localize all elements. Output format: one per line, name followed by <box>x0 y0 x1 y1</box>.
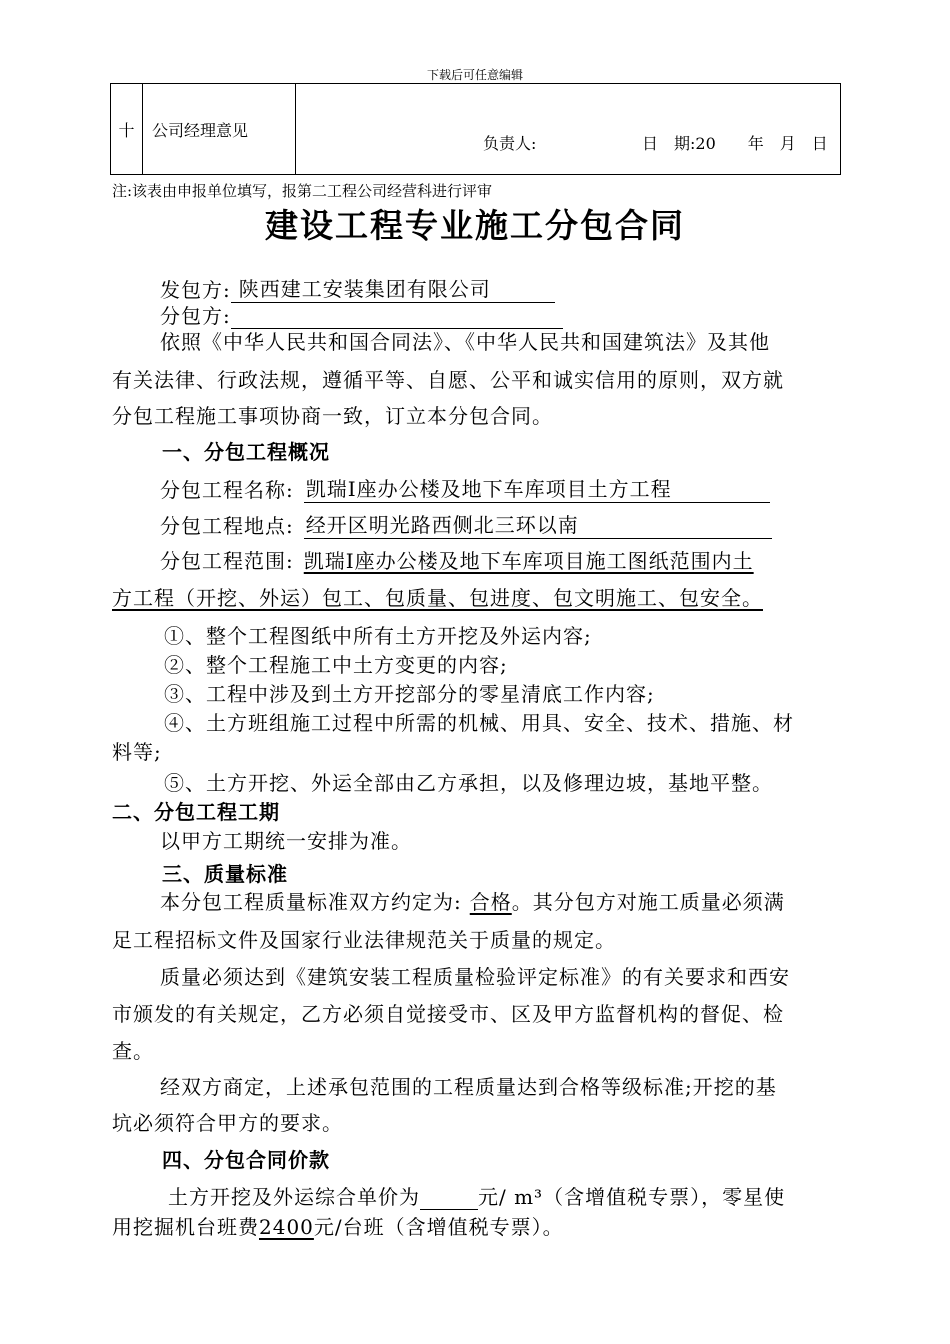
quality-p2-line-3: 查。 <box>112 1039 154 1063</box>
project-scope-label: 分包工程范围: <box>160 549 294 573</box>
scope-item-3: ③、工程中涉及到土方开挖部分的零星清底工作内容; <box>164 682 655 706</box>
section2-text: 以甲方工期统一安排为准。 <box>160 829 412 853</box>
contractor-value: 陕西建工安装集团有限公司 <box>238 277 491 301</box>
quality-line-1 <box>160 886 785 915</box>
project-location-label: 分包工程地点: <box>160 514 294 538</box>
price-text-d: 元/台班（含增值税专票）。 <box>313 1215 564 1239</box>
price-text-b: 元/ m³（含增值税专票），零星使 <box>478 1185 786 1209</box>
project-scope-line <box>160 545 754 574</box>
section4-heading: 四、分包合同价款 <box>162 1148 330 1172</box>
project-name-line <box>160 473 770 503</box>
row-index: 十 <box>111 84 143 175</box>
section1-heading: 一、分包工程概况 <box>162 440 330 464</box>
quality-text-a: 本分包工程质量标准双方约定为: <box>160 890 462 914</box>
scope-item-4: ④、土方班组施工过程中所需的机械、用具、安全、技术、措施、材 <box>164 711 794 735</box>
contractor-line <box>160 273 555 303</box>
scope-item-1: ①、整个工程图纸中所有土方开挖及外运内容; <box>164 624 592 648</box>
quality-text-b: 。其分包方对施工质量必须满 <box>511 890 785 914</box>
project-scope-value-2: 方工程（开挖、外运）包工、包质量、包进度、包文明施工、包安全。 <box>112 586 763 610</box>
page-header: 下载后可任意编辑 <box>426 68 523 82</box>
contractor-field <box>231 273 555 303</box>
document-title: 建设工程专业施工分包合同 <box>265 206 685 245</box>
subcontractor-line <box>160 300 563 329</box>
price-line-2 <box>112 1211 564 1240</box>
table-note: 注:该表由申报单位填写，报第二工程公司经营科进行评审 <box>112 182 493 200</box>
scope-item-2: ②、整个工程施工中土方变更的内容; <box>164 653 508 677</box>
intro-line-1: 依照《中华人民共和国合同法》、《中华人民共和国建筑法》及其他 <box>160 330 770 354</box>
price-text-c: 用挖掘机台班费 <box>112 1215 259 1239</box>
section2-heading: 二、分包工程工期 <box>112 800 280 824</box>
project-location-line <box>160 509 772 539</box>
quality-line-2: 足工程招标文件及国家行业法律规范关于质量的规定。 <box>112 928 616 952</box>
intro-line-3: 分包工程施工事项协商一致，订立本分包合同。 <box>112 404 553 428</box>
project-name-label: 分包工程名称: <box>160 478 294 502</box>
contractor-label: 发包方: <box>160 278 231 302</box>
quality-p2-line-1: 质量必须达到《建筑安装工程质量检验评定标准》的有关要求和西安 <box>160 965 790 989</box>
subcontractor-label: 分包方: <box>160 304 231 328</box>
project-name-value: 凯瑞Ⅰ座办公楼及地下车库项目土方工程 <box>305 477 672 501</box>
scope-item-4-cont: 料等; <box>112 740 162 764</box>
section3-heading: 三、质量标准 <box>162 862 288 886</box>
review-table <box>110 83 841 175</box>
signature-cell <box>296 84 841 175</box>
price-line-1 <box>168 1181 785 1210</box>
project-scope-value-1: 凯瑞Ⅰ座办公楼及地下车库项目施工图纸范围内土 <box>303 549 754 573</box>
date-label: 日 期:20 年 月 日 <box>642 134 828 153</box>
scope-item-5: ⑤、土方开挖、外运全部由乙方承担，以及修理边坡，基地平整。 <box>164 771 773 795</box>
machine-shift-fee: 2400 <box>259 1215 314 1239</box>
signer-label: 负责人: <box>483 134 537 153</box>
project-location-value: 经开区明光路西侧北三环以南 <box>305 513 579 537</box>
project-location-field <box>304 509 772 539</box>
intro-line-2: 有关法律、行政法规，遵循平等、自愿、公平和诚实信用的原则，双方就 <box>112 368 784 392</box>
quality-p3-line-1: 经双方商定，上述承包范围的工程质量达到合格等级标准;开挖的基 <box>160 1075 777 1099</box>
project-name-field <box>304 473 770 503</box>
quality-p3-line-2: 坑必须符合甲方的要求。 <box>112 1111 343 1135</box>
price-text-a: 土方开挖及外运综合单价为 <box>168 1185 420 1209</box>
row-label: 公司经理意见 <box>143 84 296 175</box>
unit-price-field <box>420 1189 478 1210</box>
quality-standard-value: 合格 <box>469 890 512 914</box>
quality-p2-line-2: 市颁发的有关规定，乙方必须自觉接受市、区及甲方监督机构的督促、检 <box>112 1002 784 1026</box>
